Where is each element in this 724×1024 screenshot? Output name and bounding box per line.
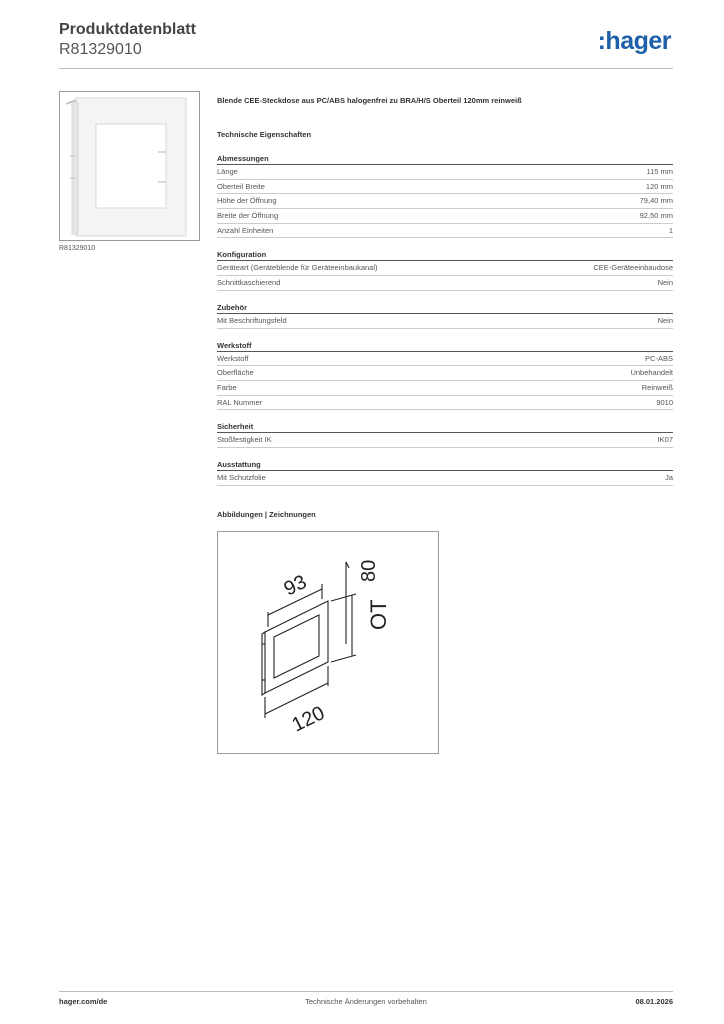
property-row [217,224,673,239]
property-row [217,352,673,367]
property-label: Oberfläche [217,368,254,378]
property-value: CEE-Geräteeinbaudose [593,263,673,273]
page-footer [59,997,673,1009]
property-value: 115 mm [646,167,673,176]
property-label: Oberteil Breite [217,181,265,191]
section-heading: Technische Eigenschaften [217,130,312,139]
property-value: Nein [657,278,673,288]
product-image [59,91,200,241]
product-description: Blende CEE-Steckdose aus PC/ABS halogenfrei zu BRA/H/S Oberteil 120mm reinweiß [217,96,522,105]
property-row [217,471,673,486]
drawings-heading: Abbildungen | Zeichnungen [217,509,316,519]
property-value: 120 mm [645,181,673,191]
group-title: Ausstattung [217,460,673,471]
property-label: Stoßfestigkeit IK [217,435,272,445]
dimension-drawing [218,532,438,753]
dim-bottom-label: 120 [288,702,329,737]
header-divider [59,68,673,69]
property-row [217,209,673,224]
property-row [217,276,673,291]
property-row [217,165,673,180]
group-title: Konfiguration [217,250,673,261]
group-title: Abmessungen [217,154,673,165]
property-value: 92,50 mm [639,211,673,221]
property-value: Nein [657,315,673,325]
footer-date: 08.01.2026 [635,997,673,1006]
property-row [217,314,673,329]
property-label: Mit Schutzfolie [217,472,266,482]
property-value: 1 [668,225,673,235]
property-value: Reinweiß [641,382,673,392]
property-label: Farbe [217,382,237,392]
property-label: RAL Nummer [217,397,263,407]
dim-height-label: 80 [358,559,380,582]
property-row [217,396,673,411]
image-caption: R81329010 [59,245,96,252]
property-value: 79,40 mm [639,196,673,206]
page-header [59,20,673,70]
property-label: Breite der Öffnung [217,211,279,221]
property-group [217,341,673,411]
property-group [217,250,673,290]
frame-photo [60,92,199,240]
property-label: Höhe der Öffnung [217,196,277,206]
property-label: Schnittkaschierend [217,278,281,288]
property-value: Ja [665,472,673,482]
property-row [217,433,673,448]
property-label: Geräteart (Geräteblende für Geräteeinbaukanal) [217,263,378,273]
technical-drawing [217,531,439,754]
property-row [217,261,673,276]
hager-logo: :hager [597,27,671,55]
property-group [217,460,673,486]
dim-width-label: 93 [280,570,311,601]
property-group [217,303,673,329]
property-row [217,381,673,396]
group-title: Werkstoff [217,341,673,352]
property-label: Werkstoff [217,353,249,363]
footer-website-link[interactable]: hager.com/de [59,997,108,1006]
property-value: IK07 [657,435,673,445]
main-content [217,96,673,520]
footer-divider [59,991,673,992]
property-label: Länge [217,167,238,176]
property-label: Mit Beschriftungsfeld [217,315,287,325]
property-row [217,366,673,381]
dim-ot-label: OT [366,599,391,630]
property-group [217,422,673,448]
property-row [217,194,673,209]
property-group [217,154,673,238]
group-title: Zubehör [217,303,673,314]
group-title: Sicherheit [217,422,673,433]
product-number: R81329010 [59,41,142,58]
property-value: 9010 [656,397,673,407]
property-value: Unbehandelt [630,368,673,378]
property-value: PC-ABS [645,353,673,363]
footer-disclaimer: Technische Änderungen vorbehalten [305,997,427,1006]
page-title: Produktdatenblatt [59,21,196,38]
property-label: Anzahl Einheiten [217,225,274,235]
property-groups [217,154,673,486]
property-row [217,180,673,195]
